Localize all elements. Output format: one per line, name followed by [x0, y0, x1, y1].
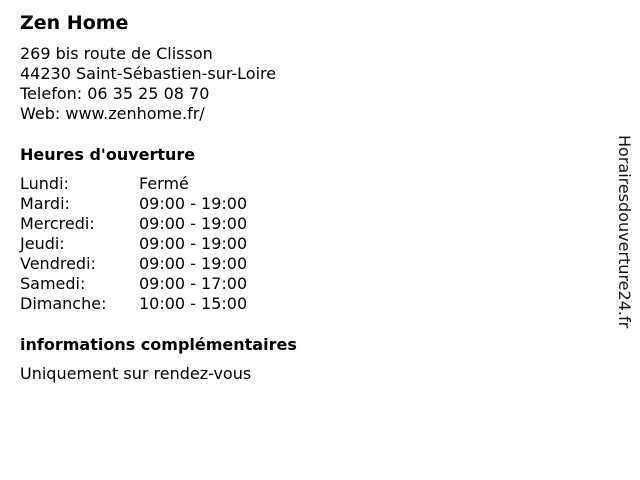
hours-row [20, 254, 580, 274]
hours-day: Lundi: [20, 174, 69, 193]
website-link[interactable]: Web: www.zenhome.fr/ [20, 104, 205, 123]
hours-row [20, 274, 580, 294]
hours-day: Mercredi: [20, 214, 95, 233]
hours-row [20, 174, 580, 194]
hours-time: 10:00 - 15:00 [139, 294, 248, 313]
hours-day: Mardi: [20, 194, 70, 213]
hours-row [20, 294, 580, 314]
hours-time: 09:00 - 19:00 [139, 254, 248, 273]
hours-row [20, 194, 580, 214]
contact-block [20, 44, 580, 124]
phone-number: Telefon: 06 35 25 08 70 [20, 84, 210, 103]
hours-time: Fermé [139, 174, 189, 193]
hours-day: Samedi: [20, 274, 86, 293]
hours-time: 09:00 - 19:00 [139, 214, 248, 233]
hours-row [20, 234, 580, 254]
business-card [20, 10, 580, 384]
hours-day: Jeudi: [20, 234, 65, 253]
hours-time: 09:00 - 17:00 [139, 274, 248, 293]
opening-hours-list [20, 174, 580, 314]
site-watermark: Horairesdouverture24.fr [615, 135, 634, 329]
business-name: Zen Home [20, 12, 129, 34]
additional-info-title: informations complémentaires [20, 335, 297, 354]
hours-time: 09:00 - 19:00 [139, 194, 248, 213]
hours-day: Vendredi: [20, 254, 96, 273]
opening-hours-title: Heures d'ouverture [20, 145, 196, 164]
address-line-1: 269 bis route de Clisson [20, 44, 213, 63]
hours-time: 09:00 - 19:00 [139, 234, 248, 253]
hours-row [20, 214, 580, 234]
address-line-2: 44230 Saint-Sébastien-sur-Loire [20, 64, 277, 83]
hours-day: Dimanche: [20, 294, 107, 313]
additional-info-text: Uniquement sur rendez-vous [20, 364, 252, 383]
